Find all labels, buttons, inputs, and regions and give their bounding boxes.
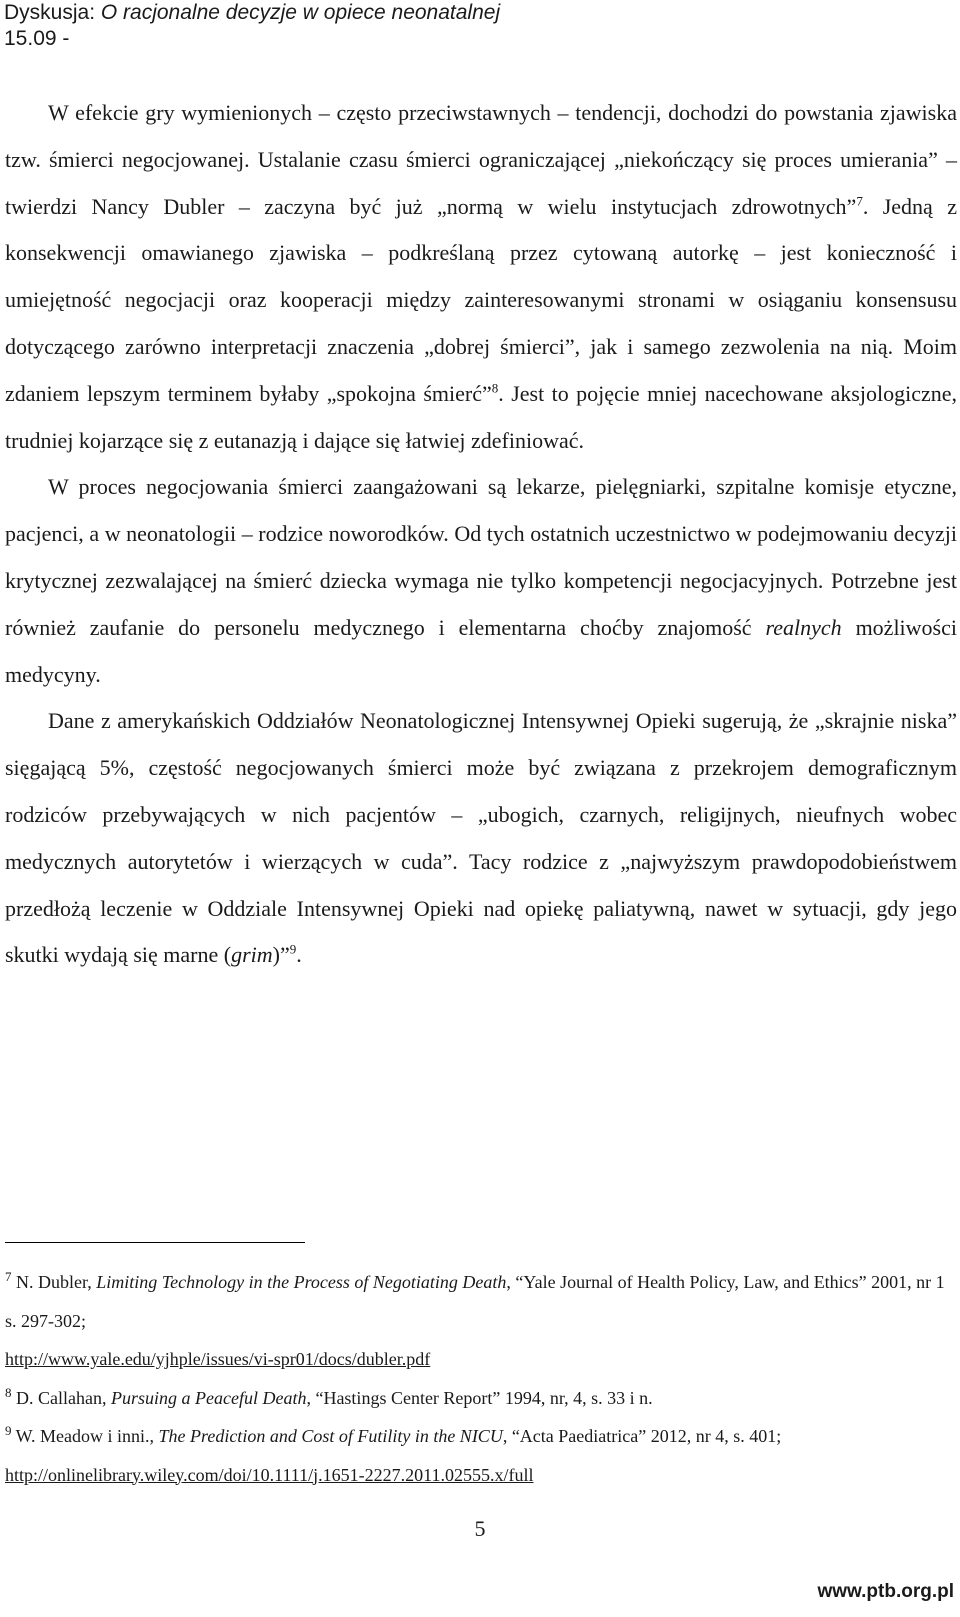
footnote-ref-8: 8 — [491, 380, 499, 396]
site-url: www.ptb.org.pl — [817, 1581, 954, 1602]
footnote-number: 9 — [5, 1423, 12, 1438]
emphasis-text: realnych — [765, 614, 842, 640]
paragraph-text: W efekcie gry wymienionych – często przeciwstawnych – tendencji, dochodzi do powstania zjawiska tzw. śmierci negocjowanej. Ustalanie czasu śmierci ograniczającej „niekończący się proces umierania” – twierdzi Nancy Dubler – zaczyna być już „normą w wielu instytucjach zdrowotnych” — [5, 100, 957, 219]
footnote-7-link-line — [5, 1340, 957, 1379]
footnote-7 — [5, 1263, 957, 1340]
footnote-author: W. Meadow i inni., — [11, 1426, 159, 1446]
footnote-source: , “Acta Paediatrica” 2012, nr 4, s. 401; — [502, 1426, 782, 1446]
paragraph-text: możliwości medycyny. — [5, 614, 957, 687]
footnote-9 — [5, 1417, 957, 1456]
running-header — [4, 0, 500, 52]
header-prefix: Dyskusja: — [4, 1, 101, 24]
footnote-number: 7 — [5, 1269, 12, 1284]
footnote-link[interactable]: http://www.yale.edu/yjhple/issues/vi-spr01/docs/dubler.pdf — [5, 1349, 431, 1369]
footnote-title: Limiting Technology in the Process of Negotiating Death — [96, 1272, 507, 1292]
paragraph-text: . Jedną z konsekwencji omawianego zjawiska – podkreślaną przez cytowaną autorkę – jest konieczność i umiejętność negocjacji oraz kooperacji między zainteresowanymi stronami w osiąganiu konsensusu dotyczącego zarówno interpretacji znaczenia „dobrej śmierci”, jak i samego zezwolenia na nią. Moim zdaniem lepszym terminem byłaby „spokojna śmierć” — [5, 193, 958, 406]
footnote-author: N. Dubler, — [11, 1272, 97, 1292]
main-text — [5, 90, 957, 979]
header-title-line — [4, 0, 500, 26]
paragraph-1 — [5, 90, 957, 464]
footnote-source: , “Hastings Center Report” 1994, nr, 4, s. 33 i n. — [306, 1387, 653, 1408]
footnote-9-link-line — [5, 1456, 957, 1495]
paragraph-3 — [5, 698, 957, 979]
paragraph-text: . — [296, 942, 302, 968]
footnote-separator — [5, 1242, 305, 1243]
footnote-8 — [5, 1379, 957, 1418]
header-title: O racjonalne decyzje w opiece neonatalnej — [100, 1, 501, 24]
page-number: 5 — [474, 1516, 486, 1541]
paragraph-text: Dane z amerykańskich Oddziałów Neonatologicznej Intensywnej Opieki sugerują, że „skrajnie niska” sięgającą 5%, częstość negocjowanych śmierci może być związana z przekrojem demograficznym rodziców przebywających w nich pacjentów – „ubogich, czarnych, religijnych, nieufnych wobec medycznych autorytetów i wierzących w cuda”. Tacy rodzice z „najwyższym prawdopodobieństwem przedłożą leczenie w Oddziale Intensywnej Opieki nad opiekę paliatywną, nawet w sytuacji, gdy jego skutki wydają się marne ( — [5, 708, 957, 968]
paragraph-text: . Jest to pojęcie mniej nacechowane aksjologiczne, trudniej kojarzące się z eutanazją i dające się łatwiej zdefiniować. — [5, 380, 957, 453]
footnote-title: Pursuing a Peaceful Death — [110, 1387, 307, 1408]
footnote-author: D. Callahan, — [11, 1387, 111, 1408]
emphasis-text: grim — [231, 942, 273, 968]
footnote-title: The Prediction and Cost of Futility in the NICU — [158, 1426, 503, 1446]
footnote-source: , “Yale Journal of Health Policy, Law, and Ethics” 2001, nr 1 s. 297-302; — [5, 1272, 945, 1331]
paragraph-text: W proces negocjowania śmierci zaangażowani są lekarze, pielęgniarki, szpitalne komisje etyczne, pacjenci, a w neonatologii – rodzice noworodków. Od tych ostatnich uczestnictwo w podejmowaniu decyzji krytycznej zezwalającej na śmierć dziecka wymaga nie tylko kompetencji negocjacyjnych. Potrzebne jest również zaufanie do personelu medycznego i elementarna choćby znajomość — [5, 474, 957, 640]
footnote-link[interactable]: http://onlinelibrary.wiley.com/doi/10.1111/j.1651-2227.2011.02555.x/full — [5, 1464, 534, 1485]
footnote-ref-9: 9 — [289, 942, 297, 958]
footnote-number: 8 — [5, 1384, 12, 1400]
header-date: 15.09 - — [4, 27, 70, 50]
paragraph-2 — [5, 464, 957, 698]
footnotes — [5, 1263, 957, 1494]
footnote-ref-7: 7 — [856, 193, 863, 209]
paragraph-text: )” — [272, 942, 290, 968]
